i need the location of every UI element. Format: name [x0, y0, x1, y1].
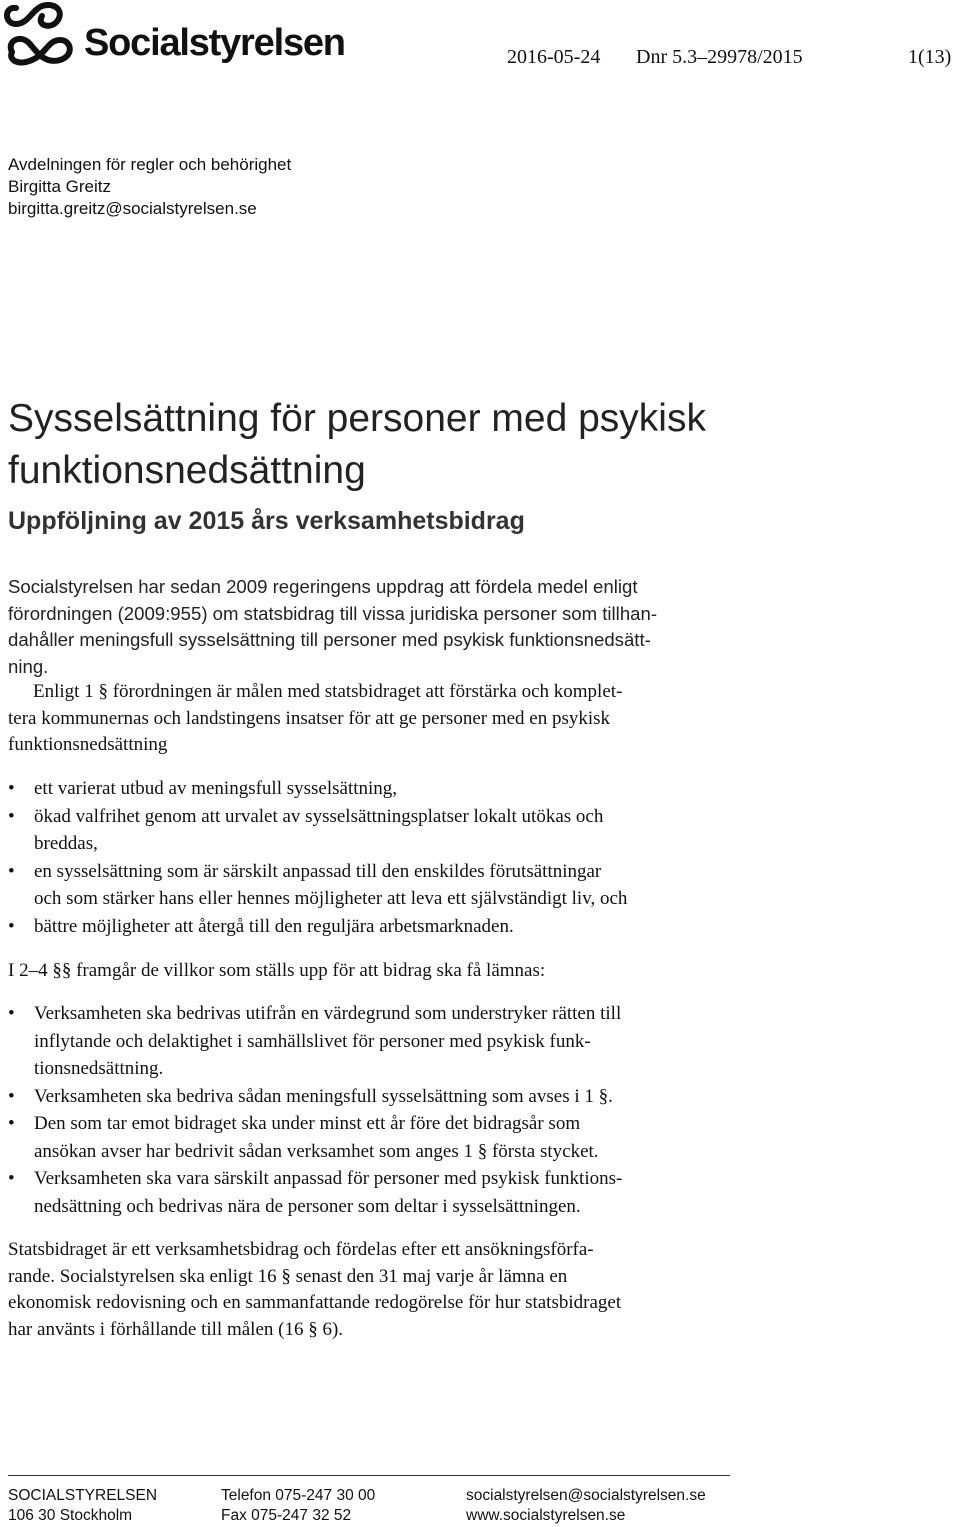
list-item — [8, 858, 728, 913]
text-line: Socialstyrelsen har sedan 2009 regeringens uppdrag att fördela medel enligt — [8, 576, 638, 597]
text-line: Verksamheten ska bedriva sådan meningsfull sysselsättning som avses i 1 §. — [34, 1085, 613, 1107]
text-line: nedsättning och bedrivas nära de personer som deltar i sysselsättningen. — [34, 1195, 581, 1217]
footer-org-block — [8, 1486, 157, 1526]
sender-email: birgitta.greitz@socialstyrelsen.se — [8, 199, 257, 218]
title-line: Sysselsättning för personer med psykisk — [8, 397, 706, 440]
text-line: Verksamheten ska vara särskilt anpassad för personer med psykisk funktions- — [34, 1168, 623, 1189]
text-line: bättre möjligheter att återgå till den reguljära arbetsmarknaden. — [34, 915, 514, 937]
list-item — [8, 775, 728, 803]
footer-contact-block — [221, 1486, 375, 1526]
footer-org: SOCIALSTYRELSEN — [8, 1487, 158, 1504]
footer-fax: Fax 075-247 32 52 — [221, 1507, 352, 1524]
page-subtitle: Uppföljning av 2015 års verksamhetsbidrag — [8, 507, 525, 535]
bullet-icon: • — [8, 1003, 15, 1024]
text-line: Enligt 1 § förordningen är målen med statsbidraget att förstärka och komplet- — [33, 681, 623, 702]
bullet-icon: • — [8, 915, 15, 937]
bullet-icon: • — [8, 860, 15, 882]
title-line: funktionsnedsättning — [8, 449, 366, 492]
footer-divider — [8, 1475, 730, 1476]
text-line: ansökan avser har bedrivit sådan verksamhet som anges 1 § första stycket. — [34, 1140, 599, 1162]
document-dnr: Dnr 5.3–29978/2015 — [636, 46, 803, 68]
text-line: en sysselsättning som är särskilt anpassad till den enskildes förutsättningar — [34, 860, 602, 882]
text-line: ekonomisk redovisning och en sammanfattande redogörelse för hur statsbidraget — [8, 1292, 622, 1313]
list-item — [8, 1110, 728, 1165]
text-line: och som stärker hans eller hennes möjligheter att leva ett självständigt liv, och — [34, 888, 628, 909]
footer-website[interactable]: www.socialstyrelsen.se — [466, 1507, 626, 1524]
text-line: ett varierat utbud av meningsfull sysselsättning, — [34, 778, 398, 799]
list-item — [8, 913, 728, 941]
bullet-icon: • — [8, 1168, 15, 1189]
text-line: dahåller meningsfull sysselsättning till personer med psykisk funktionsnedsätt- — [8, 629, 651, 650]
footer-address: 106 30 Stockholm — [8, 1507, 133, 1524]
logo-emblem-upper — [7, 5, 60, 26]
text-line: Verksamheten ska bedrivas utifrån en värdegrund som understryker rätten till — [34, 1003, 622, 1024]
list-item — [8, 1165, 728, 1220]
text-line: har använts i förhållande till målen (16 § 6). — [8, 1318, 344, 1340]
text-line: breddas, — [34, 833, 98, 854]
text-line: Statsbidraget är ett verksamhetsbidrag och fördelas efter ett ansökningsförfa- — [8, 1239, 594, 1260]
logo-emblem-lower — [11, 39, 70, 62]
document-date: 2016-05-24 — [507, 46, 601, 68]
goals-paragraph — [8, 679, 728, 759]
conditions-intro: I 2–4 §§ framgår de villkor som ställs upp för att bidrag ska få lämnas: — [8, 960, 546, 981]
socialstyrelsen-logo — [2, 0, 82, 74]
text-line: Den som tar emot bidraget ska under minst ett år före det bidragsår som — [34, 1113, 581, 1134]
bullet-icon: • — [8, 778, 15, 799]
page-title — [8, 393, 706, 497]
text-line: ning. — [8, 655, 49, 677]
intro-paragraph — [8, 574, 728, 680]
bullet-icon: • — [8, 805, 15, 827]
bullet-icon: • — [8, 1085, 15, 1107]
text-line: funktionsnedsättning — [8, 734, 168, 755]
funding-paragraph — [8, 1237, 728, 1343]
list-item — [8, 803, 728, 858]
goals-list — [8, 775, 728, 940]
text-line: tionsnedsättning. — [34, 1058, 164, 1079]
page-number: 1(13) — [908, 46, 952, 68]
footer-phone: Telefon 075-247 30 00 — [221, 1487, 376, 1504]
text-line: tera kommunernas och landstingens insatser för att ge personer med en psykisk — [8, 707, 611, 729]
brand-wordmark: Socialstyrelsen — [84, 22, 345, 64]
list-item — [8, 1000, 728, 1083]
footer-email[interactable]: socialstyrelsen@socialstyrelsen.se — [466, 1487, 706, 1504]
text-line: förordningen (2009:955) om statsbidrag till vissa juridiska personer som tillhan- — [8, 602, 658, 624]
text-line: inflytande och delaktighet i samhällslivet för personer med psykisk funk- — [34, 1030, 591, 1052]
footer-web-block — [466, 1486, 706, 1526]
list-item — [8, 1083, 728, 1111]
sender-block — [8, 154, 291, 220]
text-line: rande. Socialstyrelsen ska enligt 16 § senast den 31 maj varje år lämna en — [8, 1265, 568, 1287]
text-line: ökad valfrihet genom att urvalet av sysselsättningsplatser lokalt utökas och — [34, 805, 604, 827]
sender-name: Birgitta Greitz — [8, 177, 111, 196]
sender-department: Avdelningen för regler och behörighet — [8, 155, 292, 174]
conditions-list — [8, 1000, 728, 1220]
bullet-icon: • — [8, 1113, 15, 1134]
